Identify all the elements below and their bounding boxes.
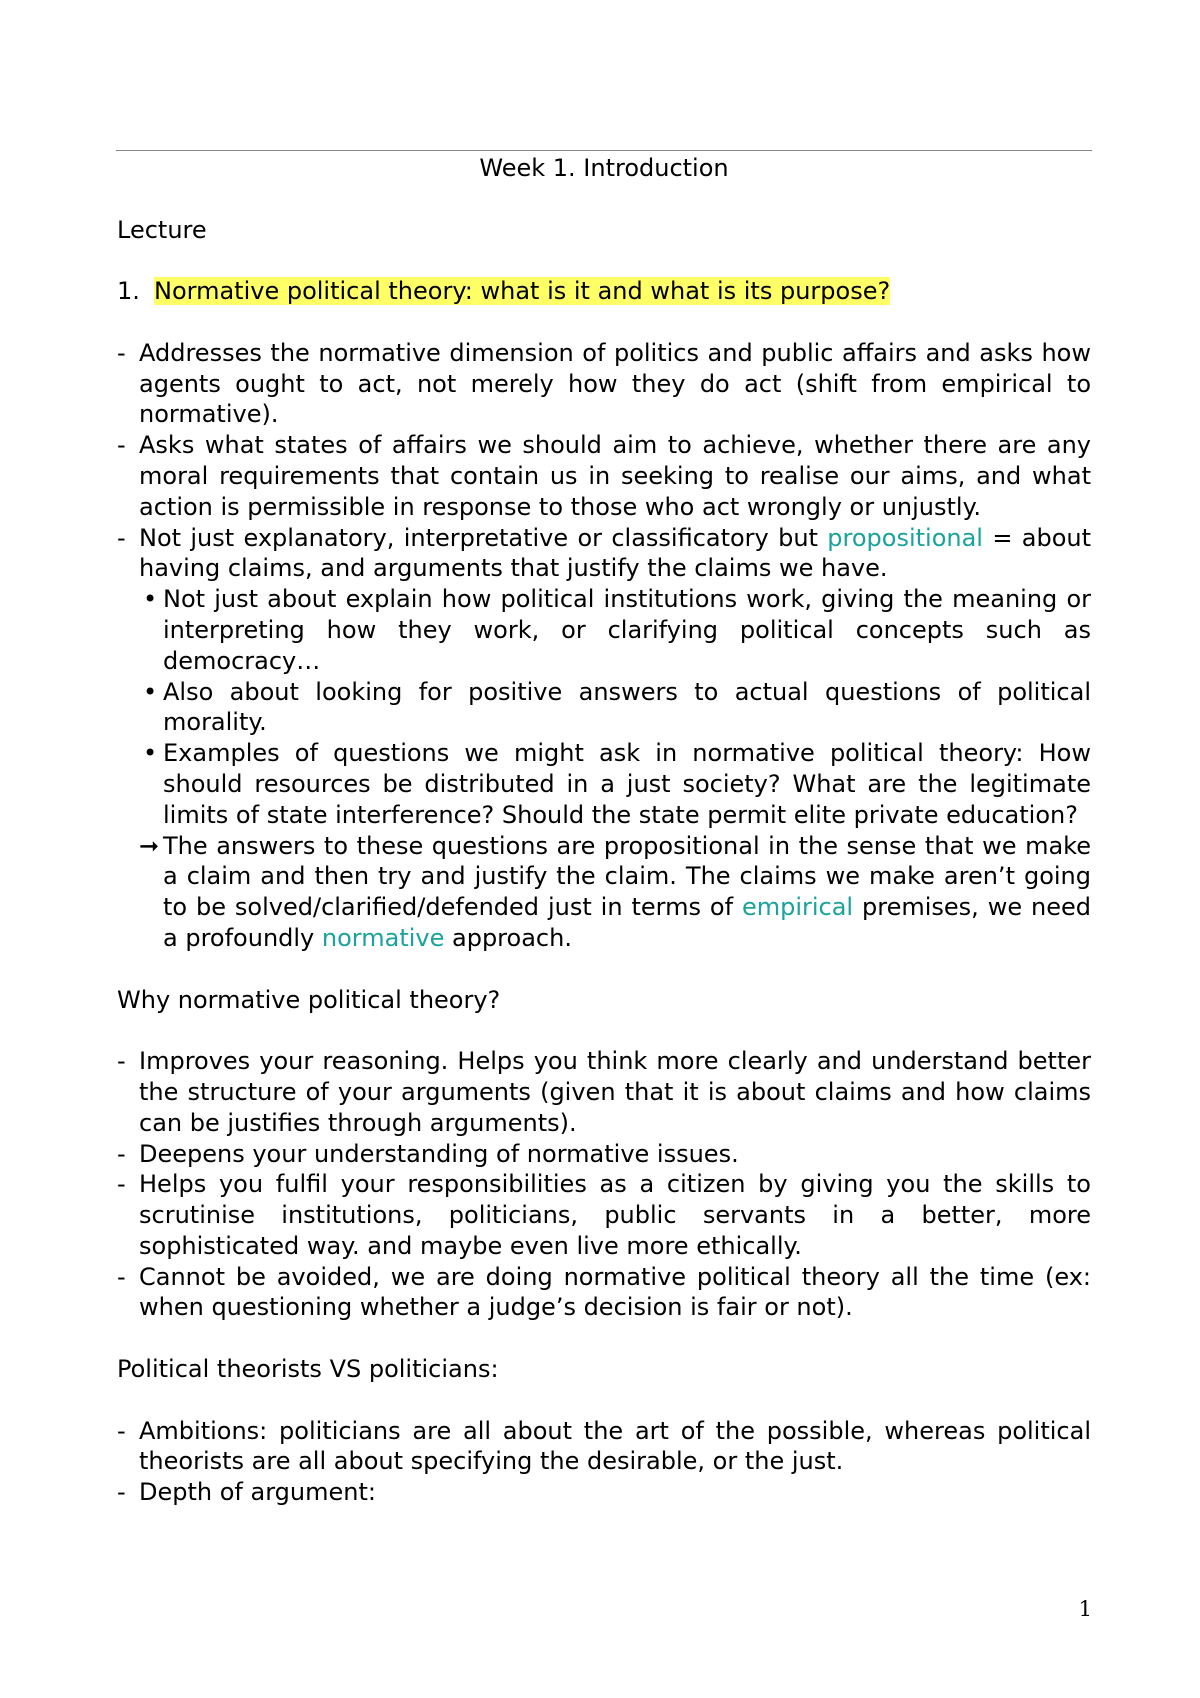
sub-bullet-text: Also about looking for positive answers to actual questions of political morality. [163, 677, 1091, 737]
why-list [117, 1046, 1091, 1323]
vs-heading: Political theorists VS politicians: [117, 1355, 499, 1384]
list-item [117, 1416, 1091, 1478]
lecture-label: Lecture [117, 215, 207, 244]
list-item-text-before: Not just explanatory, interpretative or classificatory but [139, 523, 828, 552]
list-item-text: Helps you fulfil your responsibilities as a citizen by giving you the skills to scrutinise institutions, politicians, public servants in a better, more sophisticated way. and maybe even live more ethically. [139, 1170, 1091, 1260]
section-heading-1 [117, 276, 1091, 307]
list-item-text: Cannot be avoided, we are doing normative political theory all the time (ex: when questioning whether a judge’s decision is fair or not). [139, 1262, 1091, 1322]
arrow-text-2: premises, we need a profoundly [163, 893, 1092, 952]
list-item-text: Improves your reasoning. Helps you think more clearly and understand better the structure of your arguments (given that it is about claims and how claims can be justifies through arguments). [139, 1047, 1091, 1137]
list-item [117, 1169, 1091, 1261]
dash-marker: - [117, 1170, 126, 1199]
list-item-text: Depth of argument: [139, 1478, 376, 1507]
list-item [117, 1262, 1091, 1324]
sub-bullet-list [117, 584, 1091, 830]
list-item [117, 1046, 1091, 1138]
section-heading-text: Normative political theory: what is it and what is its purpose? [154, 277, 891, 306]
section-number: 1. [117, 277, 140, 306]
page-number: 1 [1078, 1597, 1092, 1621]
bullet-marker: • [143, 739, 158, 768]
dash-marker: - [117, 1416, 126, 1445]
list-item-text: Ambitions: politicians are all about the art of the possible, whereas political theorists are all about specifying the desirable, or the just. [139, 1416, 1091, 1476]
list-item [117, 523, 1091, 585]
bullet-marker: • [143, 677, 158, 706]
list-item [117, 338, 1091, 430]
list-item-text: Deepens your understanding of normative issues. [139, 1139, 739, 1168]
sub-bullet-text: Examples of questions we might ask in normative political theory: How should resources be distributed in a just society? What are the legitimate limits of state interference? Should the state permit elite private education? [163, 739, 1091, 829]
arrow-icon: ➞ [139, 831, 160, 860]
document-body [117, 150, 1091, 1508]
page-title: Week 1. Introduction [479, 154, 729, 182]
arrow-text-3: approach. [444, 923, 572, 952]
list-item-text: Addresses the normative dimension of politics and public affairs and asks how agents ought to act, not merely how they do act (shift from empirical to normative). [139, 338, 1091, 429]
why-heading: Why normative political theory? [117, 985, 501, 1014]
section1-list [117, 338, 1091, 584]
term-normative: normative [321, 923, 445, 952]
list-item [117, 1139, 1091, 1170]
term-propositional: propositional [827, 523, 983, 552]
dash-marker: - [117, 523, 126, 552]
sub-bullet-item [139, 677, 1091, 739]
list-item [117, 1477, 1091, 1508]
dash-marker: - [117, 1047, 126, 1076]
arrow-item [117, 831, 1091, 954]
list-item [117, 430, 1091, 522]
vs-list [117, 1416, 1091, 1508]
bullet-marker: • [143, 585, 158, 614]
dash-marker: - [117, 1262, 126, 1291]
sub-bullet-text: Not just about explain how political institutions work, giving the meaning or interpreting how they work, or clarifying political concepts such as democracy… [163, 585, 1091, 675]
list-item-text-after: = about having claims, and arguments that justify the claims we have. [139, 523, 1091, 583]
dash-marker: - [117, 1478, 126, 1507]
term-empirical: empirical [741, 893, 854, 922]
list-item-text: Asks what states of affairs we should aim to achieve, whether there are any moral requirements that contain us in seeking to realise our aims, and what action is permissible in response to those who act wrongly or unjustly. [139, 431, 1091, 521]
dash-marker: - [117, 431, 126, 460]
arrow-text-1: The answers to these questions are propositional in the sense that we make a claim and then try and justify the claim. The claims we make aren’t going to be solved/clarified/defended just in terms of [163, 831, 1091, 922]
sub-bullet-item [139, 738, 1091, 830]
dash-marker: - [117, 338, 126, 367]
dash-marker: - [117, 1139, 126, 1168]
sub-bullet-item [139, 584, 1091, 676]
